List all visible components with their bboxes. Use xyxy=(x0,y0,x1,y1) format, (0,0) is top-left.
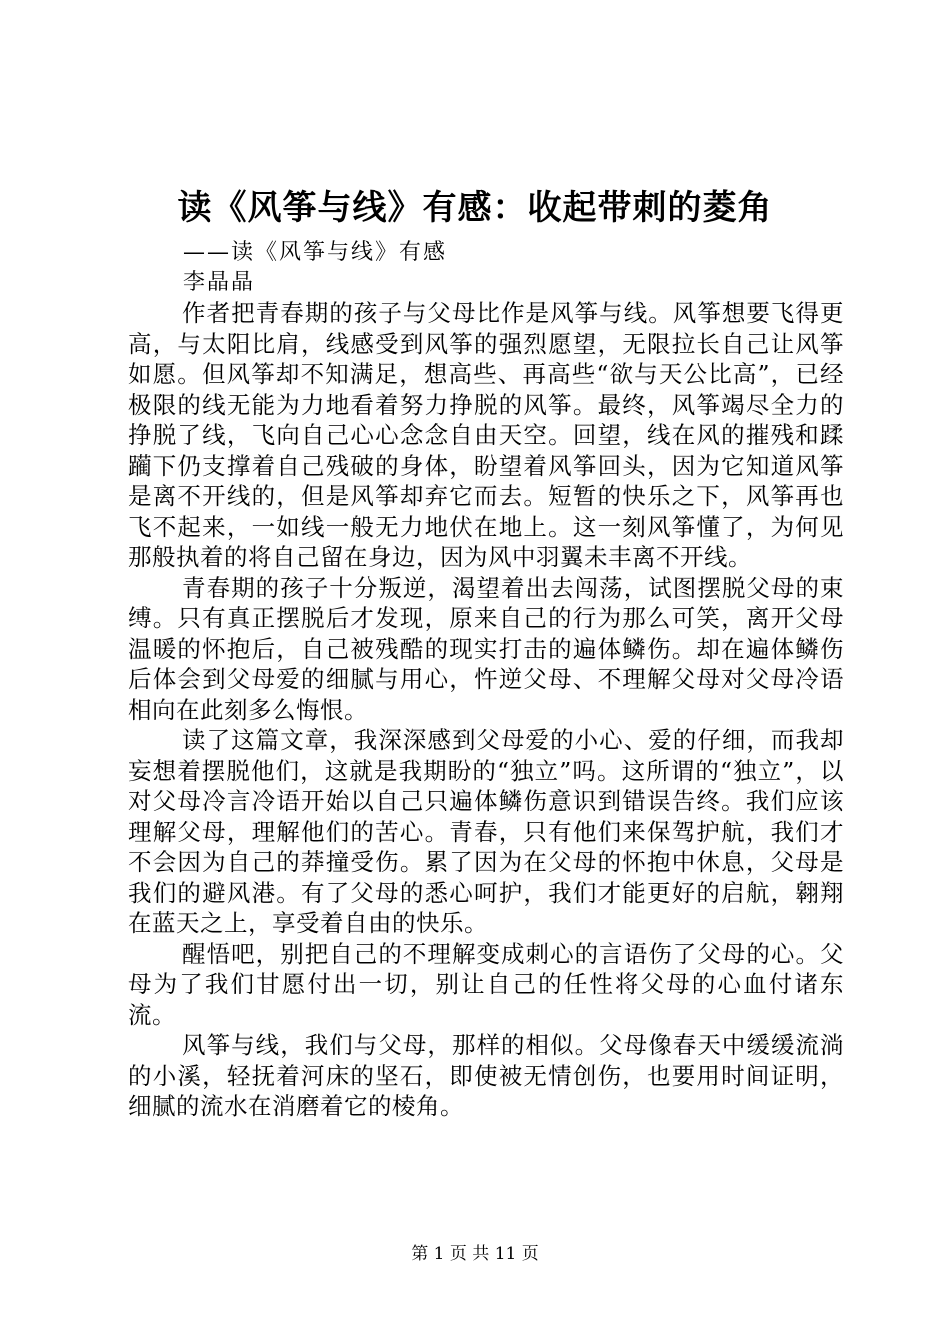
paragraph-3: 读了这篇文章，我深深感到父母爱的小心、爱的仔细，而我却妄想着摆脱他们，这就是我期盼的“独立”吗。这所谓的“独立”，以对父母冷言冷语开始以自己只遍体鳞伤意识到错误告终。我们应该理解父母，理解他们的苦心。青春，只有他们来保驾护航，我们才不会因为自己的莽撞受伤。累了因为在父母的怀抱中休息，父母是我们的避风港。有了父母的悉心呵护，我们才能更好的启航，翱翔在蓝天之上，享受着自由的快乐。 xyxy=(128,726,844,937)
paragraph-5: 风筝与线，我们与父母，那样的相似。父母像春天中缓缓流淌的小溪，轻抚着河床的坚石，即使被无情创伤，也要用时间证明，细腻的流水在消磨着它的棱角。 xyxy=(128,1031,844,1120)
paragraph-1: 作者把青春期的孩子与父母比作是风筝与线。风筝想要飞得更高，与太阳比肩，线感受到风筝的强烈愿望，无限拉长自己让风筝如愿。但风筝却不知满足，想高些、再高些“欲与天公比高”，已经极限的线无能为力地看着努力挣脱的风筝。最终，风筝竭尽全力的挣脱了线，飞向自己心心念念自由天空。回望，线在风的摧残和蹂躏下仍支撑着自己残破的身体，盼望着风筝回头，因为它知道风筝是离不开线的，但是风筝却弃它而去。短暂的快乐之下，风筝再也飞不起来，一如线一般无力地伏在地上。这一刻风筝懂了，为何见那般执着的将自己留在身边，因为风中羽翼未丰离不开线。 xyxy=(128,299,844,571)
author-name: 李晶晶 xyxy=(183,270,256,295)
page-subtitle: ——读《风筝与线》有感 xyxy=(183,240,448,265)
page-footer: 第 1 页 共 11 页 xyxy=(411,1244,539,1264)
paragraph-4: 醒悟吧，别把自己的不理解变成刺心的言语伤了父母的心。父母为了我们甘愿付出一切，别让自己的任性将父母的心血付诸东流。 xyxy=(128,939,844,1029)
page-title: 读《风筝与线》有感：收起带刺的菱角 xyxy=(177,188,773,228)
article-body xyxy=(128,298,844,1122)
paragraph-2: 青春期的孩子十分叛逆，渴望着出去闯荡，试图摆脱父母的束缚。只有真正摆脱后才发现，原来自己的行为那么可笑，离开父母温暖的怀抱后，自己被残酷的现实打击的遍体鳞伤。却在遍体鳞伤后体会到父母爱的细腻与用心，忤逆父母、不理解父母对父母冷语相向在此刻多么悔恨。 xyxy=(128,573,844,724)
